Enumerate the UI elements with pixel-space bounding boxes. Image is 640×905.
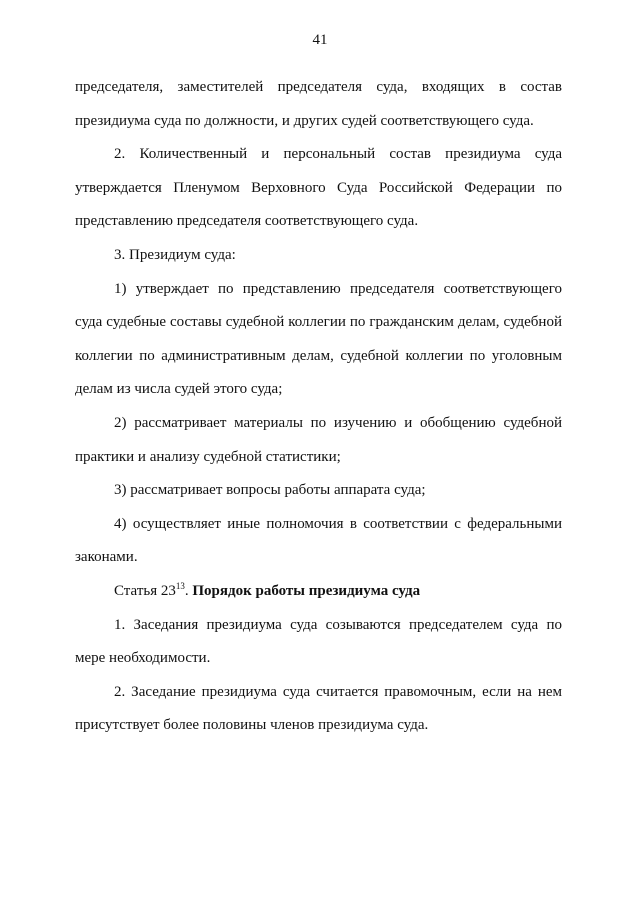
list-item-2: 2) рассматривает материалы по изучению и обобщению судебной практики и анализу судебной статистики;: [75, 414, 562, 465]
paragraph-continuation: председателя, заместителей председателя суда, входящих в состав президиума суда по должности, и других судей соответствующего суда.: [75, 79, 562, 129]
article-number: Статья $23^{13}$: [114, 580, 185, 599]
list-item-3: 3) рассматривает вопросы работы аппарата суда;: [114, 482, 426, 499]
article-paragraph-2: 2. Заседание президиума суда считается правомочным, если на нем присутствует более половины членов президиума суда.: [75, 683, 562, 734]
article-paragraph-1: 1. Заседания президиума суда созываются председателем суда по мере необходимости.: [75, 616, 562, 667]
list-item-1: 1) утверждает по представлению председателя соответствующего суда судебные составы судебной коллегии по гражданским делам, судебной коллегии по административным делам, судебной коллегии по уголовным делам из числа судей этого суда;: [75, 280, 562, 398]
page-number: 41: [312, 32, 328, 48]
article-title: Порядок работы президиума суда: [192, 582, 421, 599]
document-body: [75, 71, 562, 743]
paragraph-composition: 2. Количественный и персональный состав президиума суда утверждается Пленумом Верховного Суда Российской Федерации по представлению председателя соответствующего суда.: [75, 146, 562, 230]
paragraph-presidium-heading: 3. Президиум суда:: [114, 246, 236, 263]
article-heading: Статья $23^{13}$. Порядок работы президиума суда: [114, 580, 421, 599]
list-item-4: 4) осуществляет иные полномочия в соответствии с федеральными законами.: [75, 515, 562, 566]
